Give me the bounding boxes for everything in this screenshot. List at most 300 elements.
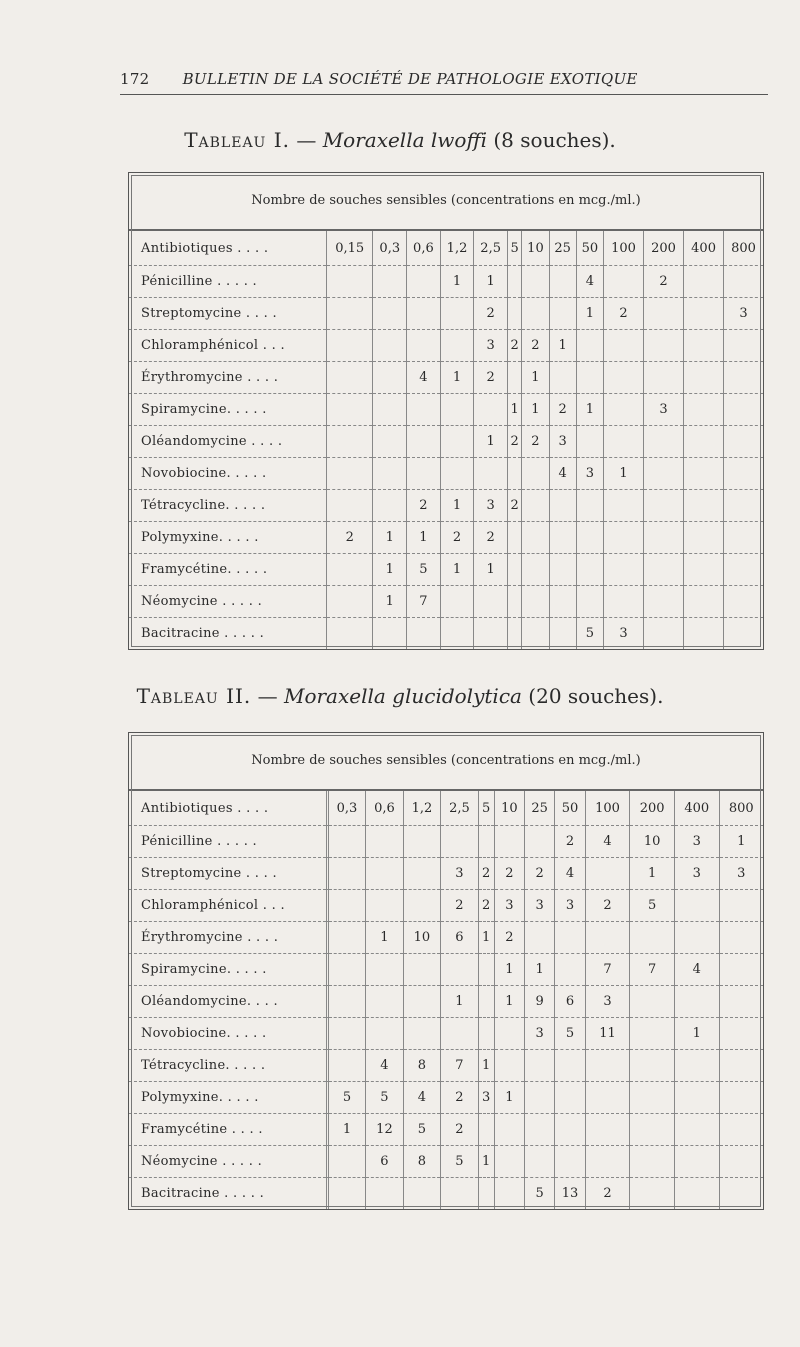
strain-count xyxy=(585,1146,630,1178)
antibiotic-name: Polymyxine. . . . . xyxy=(129,1082,327,1114)
strain-count: 1 xyxy=(630,858,675,890)
strain-count xyxy=(630,1146,675,1178)
strain-count: 2 xyxy=(441,1114,478,1146)
strain-count xyxy=(328,922,365,954)
antibiotic-name: Streptomycine . . . . xyxy=(129,298,327,330)
table2 xyxy=(128,732,764,1210)
table2-concentration: 800 xyxy=(719,791,763,826)
table-row xyxy=(129,394,763,426)
table-row xyxy=(129,826,763,858)
strain-count: 1 xyxy=(474,266,508,298)
strain-count xyxy=(441,1018,478,1050)
strain-count xyxy=(630,986,675,1018)
strain-count xyxy=(555,1050,585,1082)
strain-count xyxy=(407,426,441,458)
strain-count: 1 xyxy=(719,826,763,858)
strain-count: 2 xyxy=(327,522,373,554)
antibiotic-name: Chloramphénicol . . . xyxy=(129,890,327,922)
strain-count xyxy=(603,362,643,394)
strain-count: 5 xyxy=(328,1082,365,1114)
strain-count xyxy=(555,1146,585,1178)
strain-count xyxy=(522,298,549,330)
strain-count xyxy=(724,330,763,362)
strain-count xyxy=(603,330,643,362)
table2-header-label: Antibiotiques . . . . xyxy=(129,791,327,826)
strain-count xyxy=(603,586,643,618)
strain-count xyxy=(719,1114,763,1146)
strain-count: 3 xyxy=(474,330,508,362)
strain-count xyxy=(373,266,407,298)
table1-grid xyxy=(129,230,763,649)
strain-count xyxy=(403,826,440,858)
table-row xyxy=(129,858,763,890)
strain-count xyxy=(630,1114,675,1146)
strain-count xyxy=(328,1178,365,1210)
strain-count: 3 xyxy=(549,426,576,458)
strain-count xyxy=(525,826,555,858)
strain-count: 10 xyxy=(403,922,440,954)
table2-concentration: 100 xyxy=(585,791,630,826)
strain-count xyxy=(474,458,508,490)
strain-count xyxy=(684,362,724,394)
table1-concentration: 5 xyxy=(507,231,521,266)
strain-count xyxy=(644,298,684,330)
strain-count: 1 xyxy=(440,554,474,586)
strain-count: 2 xyxy=(440,522,474,554)
strain-count xyxy=(366,1178,403,1210)
antibiotic-name: Chloramphénicol . . . xyxy=(129,330,327,362)
table1-strains: (8 souches). xyxy=(493,128,616,152)
strain-count xyxy=(474,618,508,650)
table-row xyxy=(129,490,763,522)
strain-count xyxy=(585,1082,630,1114)
strain-count xyxy=(327,330,373,362)
strain-count xyxy=(494,826,524,858)
strain-count xyxy=(674,986,719,1018)
strain-count xyxy=(644,554,684,586)
strain-count: 1 xyxy=(576,394,603,426)
table1-concentration: 0,6 xyxy=(407,231,441,266)
table-row xyxy=(129,522,763,554)
strain-count xyxy=(644,618,684,650)
strain-count xyxy=(603,490,643,522)
strain-count xyxy=(684,330,724,362)
antibiotic-name: Framycétine. . . . . xyxy=(129,554,327,586)
strain-count xyxy=(724,522,763,554)
table-row xyxy=(129,1018,763,1050)
strain-count xyxy=(474,586,508,618)
strain-count xyxy=(525,1082,555,1114)
table-row xyxy=(129,618,763,650)
strain-count xyxy=(327,266,373,298)
strain-count xyxy=(507,586,521,618)
table2-concentration: 400 xyxy=(674,791,719,826)
strain-count xyxy=(576,330,603,362)
strain-count: 1 xyxy=(440,362,474,394)
antibiotic-name: Novobiocine. . . . . xyxy=(129,1018,327,1050)
strain-count xyxy=(507,522,521,554)
strain-count xyxy=(724,458,763,490)
strain-count xyxy=(724,490,763,522)
strain-count: 3 xyxy=(555,890,585,922)
strain-count xyxy=(644,490,684,522)
strain-count: 13 xyxy=(555,1178,585,1210)
table1-dash: — xyxy=(296,128,317,152)
strain-count xyxy=(373,426,407,458)
table2-concentration: 25 xyxy=(525,791,555,826)
strain-count xyxy=(440,426,474,458)
strain-count: 6 xyxy=(441,922,478,954)
strain-count xyxy=(407,298,441,330)
antibiotic-name: Oléandomycine . . . . xyxy=(129,426,327,458)
strain-count xyxy=(684,298,724,330)
strain-count xyxy=(724,266,763,298)
strain-count: 1 xyxy=(407,522,441,554)
table1-concentration: 1,2 xyxy=(440,231,474,266)
strain-count xyxy=(585,922,630,954)
strain-count: 7 xyxy=(441,1050,478,1082)
antibiotic-name: Streptomycine . . . . xyxy=(129,858,327,890)
journal-title: BULLETIN DE LA SOCIÉTÉ DE PATHOLOGIE EXOTIQUE xyxy=(182,70,638,88)
strain-count: 3 xyxy=(478,1082,494,1114)
strain-count xyxy=(366,986,403,1018)
strain-count: 1 xyxy=(507,394,521,426)
strain-count xyxy=(440,394,474,426)
strain-count: 2 xyxy=(474,298,508,330)
strain-count: 6 xyxy=(366,1146,403,1178)
strain-count: 2 xyxy=(494,922,524,954)
strain-count xyxy=(373,394,407,426)
table1-title xyxy=(0,128,800,152)
table1-concentration: 100 xyxy=(603,231,643,266)
strain-count xyxy=(478,986,494,1018)
strain-count xyxy=(440,458,474,490)
strain-count xyxy=(327,586,373,618)
strain-count: 1 xyxy=(373,586,407,618)
strain-count: 4 xyxy=(403,1082,440,1114)
strain-count xyxy=(328,858,365,890)
antibiotic-name: Érythromycine . . . . xyxy=(129,922,327,954)
table2-concentration: 1,2 xyxy=(403,791,440,826)
strain-count xyxy=(507,618,521,650)
strain-count xyxy=(328,1146,365,1178)
table-row xyxy=(129,298,763,330)
table-row xyxy=(129,330,763,362)
strain-count xyxy=(328,890,365,922)
strain-count: 1 xyxy=(494,986,524,1018)
strain-count xyxy=(507,362,521,394)
table1-organism: Moraxella lwoffi xyxy=(322,128,488,152)
strain-count: 4 xyxy=(555,858,585,890)
strain-count: 5 xyxy=(366,1082,403,1114)
strain-count: 2 xyxy=(474,522,508,554)
strain-count xyxy=(403,954,440,986)
strain-count xyxy=(644,586,684,618)
strain-count: 4 xyxy=(366,1050,403,1082)
strain-count xyxy=(585,1114,630,1146)
strain-count: 1 xyxy=(366,922,403,954)
strain-count xyxy=(724,618,763,650)
strain-count xyxy=(478,1018,494,1050)
strain-count xyxy=(494,1178,524,1210)
antibiotic-name: Spiramycine. . . . . xyxy=(129,954,327,986)
strain-count xyxy=(494,1018,524,1050)
strain-count xyxy=(674,922,719,954)
antibiotic-name: Oléandomycine. . . . xyxy=(129,986,327,1018)
strain-count xyxy=(674,890,719,922)
strain-count xyxy=(555,1114,585,1146)
strain-count: 2 xyxy=(555,826,585,858)
strain-count xyxy=(630,1018,675,1050)
strain-count xyxy=(674,1050,719,1082)
antibiotic-name: Bacitracine . . . . . xyxy=(141,1186,265,1201)
strain-count: 2 xyxy=(474,362,508,394)
strain-count xyxy=(522,554,549,586)
antibiotic-name: Tétracycline. . . . . xyxy=(129,1050,327,1082)
strain-count: 1 xyxy=(474,554,508,586)
strain-count xyxy=(719,890,763,922)
strain-count xyxy=(328,1050,365,1082)
strain-count xyxy=(719,954,763,986)
table2-concentration: 10 xyxy=(494,791,524,826)
table1 xyxy=(128,172,764,650)
strain-count xyxy=(630,922,675,954)
table2-concentration: 5 xyxy=(478,791,494,826)
strain-count xyxy=(327,426,373,458)
strain-count xyxy=(576,586,603,618)
strain-count xyxy=(684,458,724,490)
strain-count xyxy=(407,618,441,650)
strain-count xyxy=(585,1050,630,1082)
strain-count: 1 xyxy=(525,954,555,986)
strain-count xyxy=(522,458,549,490)
strain-count xyxy=(440,330,474,362)
strain-count: 5 xyxy=(407,554,441,586)
antibiotic-name: Tétracycline. . . . . xyxy=(129,490,327,522)
strain-count xyxy=(719,986,763,1018)
table2-strains: (20 souches). xyxy=(528,684,664,708)
strain-count: 3 xyxy=(494,890,524,922)
strain-count xyxy=(525,1146,555,1178)
table2-label: Tableau II. xyxy=(136,684,252,708)
running-head xyxy=(120,70,768,95)
strain-count xyxy=(441,826,478,858)
strain-count xyxy=(549,490,576,522)
strain-count: 2 xyxy=(522,426,549,458)
strain-count: 5 xyxy=(403,1114,440,1146)
strain-count xyxy=(576,362,603,394)
strain-count xyxy=(507,458,521,490)
table1-concentration: 0,3 xyxy=(373,231,407,266)
strain-count: 2 xyxy=(494,858,524,890)
strain-count xyxy=(724,362,763,394)
strain-count: 1 xyxy=(441,986,478,1018)
strain-count: 9 xyxy=(525,986,555,1018)
strain-count xyxy=(328,826,365,858)
table-row xyxy=(129,554,763,586)
strain-count xyxy=(684,426,724,458)
antibiotic-name: Néomycine . . . . . xyxy=(129,1146,327,1178)
strain-count: 1 xyxy=(549,330,576,362)
strain-count xyxy=(494,1114,524,1146)
strain-count: 1 xyxy=(440,266,474,298)
strain-count: 2 xyxy=(478,890,494,922)
strain-count xyxy=(674,1082,719,1114)
strain-count xyxy=(630,1050,675,1082)
strain-count: 1 xyxy=(474,426,508,458)
strain-count xyxy=(719,1178,763,1210)
strain-count: 1 xyxy=(522,362,549,394)
table1-concentration: 10 xyxy=(522,231,549,266)
strain-count xyxy=(440,618,474,650)
strain-count: 3 xyxy=(674,826,719,858)
strain-count xyxy=(522,618,549,650)
table-row xyxy=(129,1178,763,1210)
table-row xyxy=(129,922,763,954)
antibiotic-name: Bacitracine . . . . . xyxy=(141,626,265,641)
table2-concentration: 0,6 xyxy=(366,791,403,826)
strain-count: 2 xyxy=(644,266,684,298)
table1-concentration: 50 xyxy=(576,231,603,266)
strain-count xyxy=(719,1050,763,1082)
strain-count xyxy=(494,1050,524,1082)
strain-count xyxy=(724,394,763,426)
strain-count xyxy=(522,586,549,618)
table-row xyxy=(129,362,763,394)
strain-count xyxy=(644,362,684,394)
strain-count: 2 xyxy=(585,1178,630,1210)
strain-count: 1 xyxy=(674,1018,719,1050)
strain-count xyxy=(478,826,494,858)
strain-count xyxy=(674,1178,719,1210)
strain-count xyxy=(674,1146,719,1178)
strain-count xyxy=(507,266,521,298)
strain-count xyxy=(555,954,585,986)
strain-count: 1 xyxy=(522,394,549,426)
strain-count: 1 xyxy=(478,1146,494,1178)
strain-count: 10 xyxy=(630,826,675,858)
strain-count xyxy=(507,554,521,586)
strain-count: 8 xyxy=(403,1146,440,1178)
table1-header-row xyxy=(129,231,763,266)
strain-count xyxy=(644,426,684,458)
table-row xyxy=(129,1082,763,1114)
strain-count: 3 xyxy=(474,490,508,522)
table-row xyxy=(129,458,763,490)
strain-count xyxy=(603,554,643,586)
strain-count: 4 xyxy=(407,362,441,394)
strain-count xyxy=(576,522,603,554)
table2-title xyxy=(0,684,800,708)
strain-count: 2 xyxy=(407,490,441,522)
strain-count xyxy=(644,522,684,554)
strain-count xyxy=(525,922,555,954)
strain-count xyxy=(576,426,603,458)
strain-count: 3 xyxy=(585,986,630,1018)
strain-count xyxy=(522,522,549,554)
strain-count xyxy=(522,266,549,298)
table-row xyxy=(129,426,763,458)
strain-count xyxy=(328,1018,365,1050)
strain-count xyxy=(719,922,763,954)
table1-label: Tableau I. xyxy=(184,128,290,152)
strain-count xyxy=(684,394,724,426)
table2-grid xyxy=(129,790,763,1209)
strain-count: 4 xyxy=(576,266,603,298)
strain-count xyxy=(407,330,441,362)
strain-count xyxy=(644,330,684,362)
strain-count xyxy=(576,554,603,586)
strain-count xyxy=(494,1146,524,1178)
strain-count xyxy=(674,1114,719,1146)
strain-count: 2 xyxy=(507,490,521,522)
table2-concentration: 200 xyxy=(630,791,675,826)
strain-count xyxy=(576,490,603,522)
table2-concentration: 2,5 xyxy=(441,791,478,826)
table1-concentration: 25 xyxy=(549,231,576,266)
strain-count: 7 xyxy=(407,586,441,618)
strain-count: 5 xyxy=(441,1146,478,1178)
strain-count xyxy=(440,586,474,618)
strain-count: 2 xyxy=(549,394,576,426)
strain-count xyxy=(407,266,441,298)
strain-count xyxy=(373,298,407,330)
strain-count xyxy=(555,922,585,954)
strain-count xyxy=(373,362,407,394)
table1-concentration: 0,15 xyxy=(327,231,373,266)
strain-count xyxy=(403,890,440,922)
table2-header-row xyxy=(129,791,763,826)
strain-count xyxy=(724,586,763,618)
strain-count xyxy=(474,394,508,426)
strain-count xyxy=(327,458,373,490)
strain-count: 2 xyxy=(522,330,549,362)
strain-count: 5 xyxy=(555,1018,585,1050)
strain-count xyxy=(366,954,403,986)
strain-count xyxy=(724,426,763,458)
table1-concentration: 200 xyxy=(644,231,684,266)
strain-count xyxy=(440,298,474,330)
table1-subtitle: Nombre de souches sensibles (concentrations en mcg./ml.) xyxy=(129,173,763,230)
strain-count xyxy=(441,1178,478,1210)
strain-count: 2 xyxy=(478,858,494,890)
strain-count xyxy=(403,858,440,890)
strain-count xyxy=(684,554,724,586)
strain-count xyxy=(507,298,521,330)
strain-count xyxy=(327,362,373,394)
strain-count xyxy=(603,266,643,298)
strain-count: 2 xyxy=(507,426,521,458)
table2-dash: — xyxy=(257,684,278,708)
strain-count: 2 xyxy=(525,858,555,890)
strain-count xyxy=(630,1178,675,1210)
strain-count xyxy=(366,1018,403,1050)
strain-count xyxy=(403,1018,440,1050)
strain-count: 3 xyxy=(603,618,643,650)
strain-count: 4 xyxy=(674,954,719,986)
strain-count: 7 xyxy=(630,954,675,986)
antibiotic-name: Néomycine . . . . . xyxy=(129,586,327,618)
strain-count: 3 xyxy=(576,458,603,490)
strain-count xyxy=(525,1050,555,1082)
strain-count: 2 xyxy=(441,890,478,922)
strain-count xyxy=(366,858,403,890)
strain-count xyxy=(328,954,365,986)
antibiotic-name: Pénicilline . . . . . xyxy=(129,266,327,298)
strain-count xyxy=(549,298,576,330)
table-row xyxy=(129,954,763,986)
table-row xyxy=(129,890,763,922)
